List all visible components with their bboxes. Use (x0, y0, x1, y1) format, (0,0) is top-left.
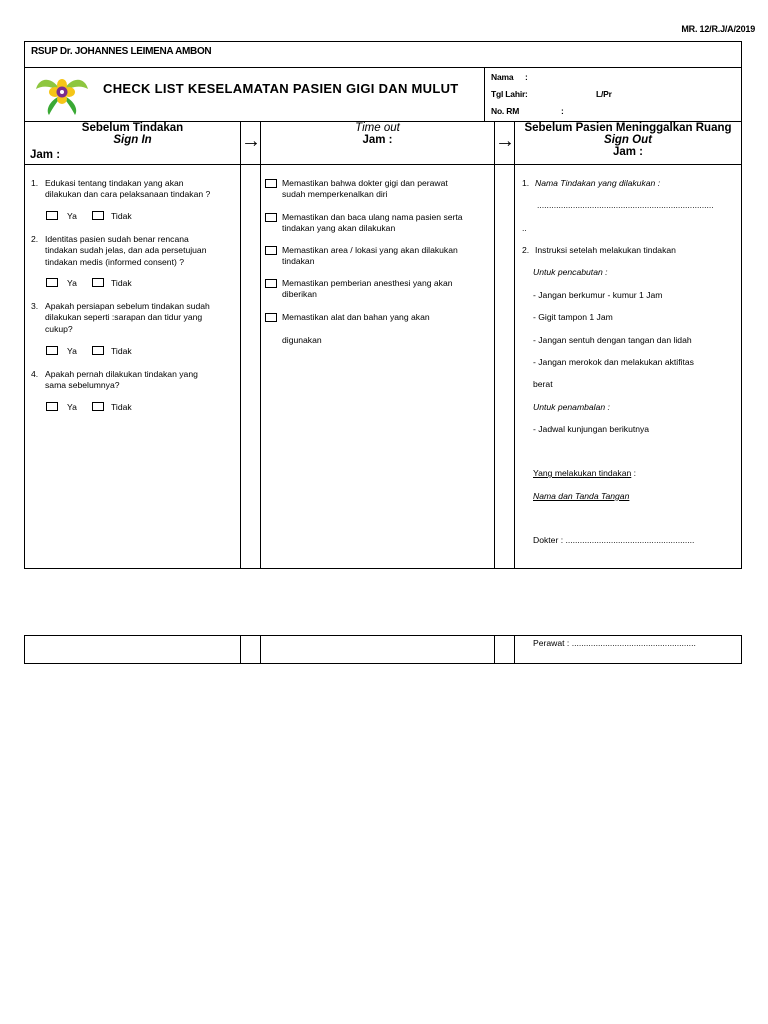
pelaksana-colon: : (631, 468, 637, 478)
divider (240, 121, 241, 569)
divider (494, 636, 495, 663)
tidak-label: Tidak (111, 278, 132, 288)
time-out-jam: Jam : (362, 134, 393, 146)
time-out-checkbox[interactable] (265, 313, 277, 322)
tidak-label: Tidak (111, 211, 132, 221)
pencabutan-instruction: - Jangan sentuh dengan tangan dan lidah (533, 335, 692, 345)
arrow-right-icon: → (241, 130, 261, 152)
pencabutan-label: Untuk pencabutan : (533, 267, 608, 277)
sign-out-item-number: 2. (522, 245, 530, 255)
no-rm-colon: : (561, 106, 564, 116)
gender-label: L/Pr (596, 89, 612, 99)
tindakan-dotted-field[interactable]: .......................................................................... (537, 200, 714, 210)
checklist-table-continuation (24, 635, 742, 664)
nama-colon: : (525, 72, 528, 82)
sign-out-item-label: Instruksi setelah melakukan tindakan (535, 245, 676, 255)
ya-label: Ya (67, 211, 77, 221)
pencabutan-instruction: - Jangan merokok dan melakukan aktifitas (533, 357, 694, 367)
form-title: CHECK LIST KESELAMATAN PASIEN GIGI DAN MULUT (103, 81, 459, 96)
ya-checkbox[interactable] (46, 402, 58, 411)
sign-in-subtitle: Sign In (113, 134, 152, 146)
ya-label: Ya (67, 346, 77, 356)
divider (240, 636, 241, 663)
time-out-checkbox[interactable] (265, 179, 277, 188)
sign-in-title: Sebelum Tindakan (81, 122, 184, 134)
pelaksana-label: Yang melakukan tindakan (533, 468, 632, 478)
tgl-lahir-colon: : (525, 89, 528, 99)
pencabutan-instruction: - Gigit tampon 1 Jam (533, 312, 613, 322)
divider (484, 67, 485, 121)
checklist-table: RSUP Dr. JOHANNES LEIMENA AMBON CHECK LIST KESELAMATAN PASIEN GIGI DAN MULUT Nama : Tgl Lahir : L/Pr No. RM : Sebelum Tindakan Sign In Jam : → Time out Jam : → Sebelum Pasien Meninggalkan Ruang Sign Out Jam : 1. Edukasi tentang tindakan yang akan dilakukan dan cara pelaksanaan tindakan ? Ya Tidak 2. Identitas pasien sudah benar rencana tindakan sudah jelas, dan ada persetujuan tindakan medis (informed consent) ? Ya Tidak 3. Apakah persiapan sebelum tindakan sudah dilakukan seperti :sarapan dan tidur yang cukup? Ya Tidak 4. Apakah pernah dilakukan tindakan yang sama sebelumnya? Ya Tidak Memastikan bahwa dokter gigi dan perawat sudah memperkenalkan diri Memastikan dan baca ulang nama pasien serta tindakan yang akan dilakukan Memastikan area / lokasi yang akan dilakukan tindakan Memastikan pemberian anesthesi yang akan diberikan Memastikan alat dan bahan yang akan digunakan 1. Nama Tindakan yang dilakukan : .......................................................................... .. 2. Instruksi setelah melakukan tindakan Untuk pencabutan : - Jangan berkumur - kumur 1 Jam - Gigit tampon 1 Jam - Jangan sentuh dengan tangan dan lidah - Jangan merokok dan melakukan aktifitas berat Untuk penambalan : - Jadwal kunjungan berikutnya Yang melakukan tindakan : Nama dan Tanda Tangan Dokter : ...................................................... (24, 41, 742, 569)
ya-checkbox[interactable] (46, 278, 58, 287)
tidak-label: Tidak (111, 402, 132, 412)
nama-label: Nama (491, 72, 514, 82)
ya-label: Ya (67, 278, 77, 288)
perawat-signature-field[interactable]: Perawat : .................................................... (533, 638, 696, 648)
hospital-logo-icon (33, 71, 91, 117)
tgl-lahir-label: Tgl Lahir (491, 89, 526, 99)
divider (25, 67, 741, 68)
sign-out-subtitle: Sign Out (604, 134, 652, 146)
divider (260, 636, 261, 663)
ya-label: Ya (67, 402, 77, 412)
time-out-item: Memastikan bahwa dokter gigi dan perawat sudah memperkenalkan diri (282, 178, 448, 200)
ya-checkbox[interactable] (46, 211, 58, 220)
divider (260, 121, 261, 569)
divider (494, 121, 495, 569)
signature-label: Nama dan Tanda Tangan (533, 491, 630, 501)
sign-out-jam: Jam : (612, 146, 644, 158)
pelaksana-heading (533, 468, 636, 479)
time-out-title: Time out (355, 122, 400, 134)
dokter-signature-field[interactable]: Dokter : ...................................................... (533, 535, 695, 545)
time-out-checkbox[interactable] (265, 213, 277, 222)
tidak-label: Tidak (111, 346, 132, 356)
tidak-checkbox[interactable] (92, 211, 104, 220)
tidak-checkbox[interactable] (92, 346, 104, 355)
no-rm-label: No. RM (491, 106, 520, 116)
time-out-item: Memastikan dan baca ulang nama pasien serta tindakan yang akan dilakukan (282, 212, 463, 234)
arrow-right-icon: → (495, 130, 515, 152)
sign-in-header (25, 122, 240, 146)
time-out-item-continuation: digunakan (282, 335, 322, 345)
sign-out-item-number: 1. (522, 178, 530, 188)
time-out-item: Memastikan area / lokasi yang akan dilakukan tindakan (282, 245, 458, 267)
divider (514, 636, 515, 663)
divider (25, 164, 741, 165)
tindakan-dotted-field[interactable]: .. (522, 223, 527, 233)
form-reference-code: MR. 12/R.J/A/2019 (681, 24, 755, 34)
hospital-name: RSUP Dr. JOHANNES LEIMENA AMBON (31, 46, 212, 57)
tidak-checkbox[interactable] (92, 402, 104, 411)
pencabutan-instruction-continuation: berat (533, 379, 553, 389)
penambalan-label: Untuk penambalan : (533, 402, 610, 412)
sign-out-item-label: Nama Tindakan yang dilakukan : (535, 178, 661, 188)
sign-in-jam: Jam : (30, 149, 61, 161)
sign-out-title: Sebelum Pasien Meninggalkan Ruang (524, 122, 732, 134)
ya-checkbox[interactable] (46, 346, 58, 355)
tidak-checkbox[interactable] (92, 278, 104, 287)
time-out-item: Memastikan pemberian anesthesi yang akan diberikan (282, 278, 453, 300)
divider (514, 121, 515, 569)
time-out-item: Memastikan alat dan bahan yang akan (282, 312, 430, 322)
penambalan-instruction: - Jadwal kunjungan berikutnya (533, 424, 650, 434)
time-out-checkbox[interactable] (265, 246, 277, 255)
sign-out-header (515, 122, 741, 158)
pencabutan-instruction: - Jangan berkumur - kumur 1 Jam (533, 290, 663, 300)
time-out-checkbox[interactable] (265, 279, 277, 288)
time-out-header (261, 122, 494, 146)
